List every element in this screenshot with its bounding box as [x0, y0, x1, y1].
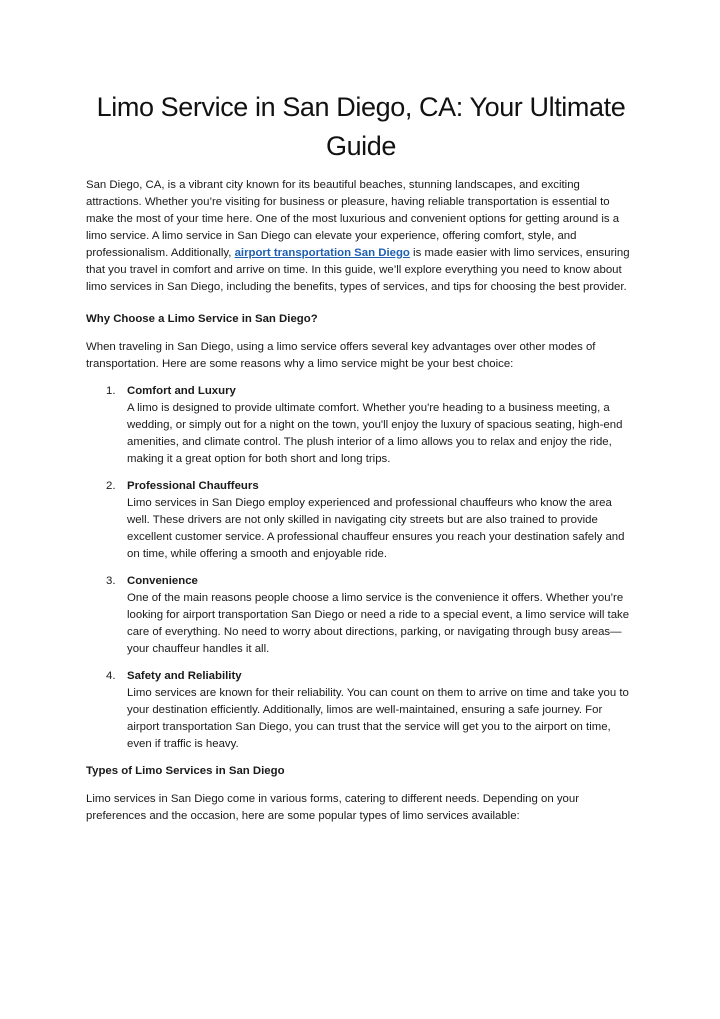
- types-paragraph: Limo services in San Diego come in various forms, catering to different needs. Depending on your preferences and the occasion, here are some popular types of limo services available:: [86, 793, 580, 822]
- list-item-text: Limo services in San Diego employ experienced and professional chauffeurs who know the area well. These drivers are not only skilled in navigating city streets but are also trained to provide excellent customer service. A professional chauffeur ensures you reach your destination safely and on time, while offering a smooth and enjoyable ride.: [127, 497, 625, 560]
- page-title: Limo Service in San Diego, CA: Your Ultimate Guide: [96, 92, 626, 161]
- list-item-title: Safety and Reliability: [127, 670, 242, 682]
- document-page: [0, 88, 720, 1019]
- list-item-title: Professional Chauffeurs: [127, 480, 259, 492]
- types-heading: Types of Limo Services in San Diego: [86, 765, 285, 777]
- list-item-title: Comfort and Luxury: [127, 385, 236, 397]
- list-item-title: Convenience: [127, 575, 198, 587]
- list-item: [86, 668, 636, 753]
- intro-text-after-link: is made easier with limo services, ensuring that you travel in comfort and arrive on time. In this guide, we’ll explore everything you need to know about limo services in San Diego, including the benefits, types of services, and tips for choosing the best provider.: [86, 247, 630, 293]
- airport-transportation-link[interactable]: airport transportation San Diego: [234, 247, 410, 259]
- why-choose-heading: Why Choose a Limo Service in San Diego?: [86, 313, 318, 325]
- reasons-list: [86, 383, 636, 753]
- list-item: [86, 573, 636, 658]
- list-item-number: 3.: [106, 575, 116, 587]
- list-item-text: One of the main reasons people choose a limo service is the convenience it offers. Whether you’re looking for airport transportation San Diego or need a ride to a special event, a limo service will take care of everything. No need to worry about directions, parking, or navigating through busy areas—your chauffeur handles it all.: [127, 592, 630, 655]
- list-item: [86, 383, 636, 468]
- list-item: [86, 478, 636, 563]
- list-item-number: 1.: [106, 385, 116, 397]
- list-item-text: Limo services are known for their reliability. You can count on them to arrive on time and take you to your destination efficiently. Additionally, limos are well-maintained, ensuring a safe journey. For airport transportation San Diego, you can trust that the service will get you to the airport on time, even if traffic is heavy.: [127, 687, 629, 750]
- why-choose-paragraph: When traveling in San Diego, using a limo service offers several key advantages over other modes of transportation. Here are some reasons why a limo service might be your best choice:: [86, 341, 596, 370]
- list-item-number: 2.: [106, 480, 116, 492]
- list-item-number: 4.: [106, 670, 116, 682]
- list-item-text: A limo is designed to provide ultimate comfort. Whether you're heading to a business meeting, a wedding, or simply out for a night on the town, you'll enjoy the luxury of spacious seating, high-end amenities, and climate control. The plush interior of a limo allows you to relax and enjoy the ride, making it a great option for both short and long trips.: [127, 402, 623, 465]
- intro-text-before-link: San Diego, CA, is a vibrant city known for its beautiful beaches, stunning landscapes, and exciting attractions. Whether you’re visiting for business or pleasure, having reliable transportation is essential to make the most of your time here. One of the most luxurious and convenient options for getting around is a limo service. A limo service in San Diego can elevate your experience, offering comfort, style, and professionalism. Additionally,: [86, 179, 620, 259]
- intro-paragraph: [86, 177, 636, 296]
